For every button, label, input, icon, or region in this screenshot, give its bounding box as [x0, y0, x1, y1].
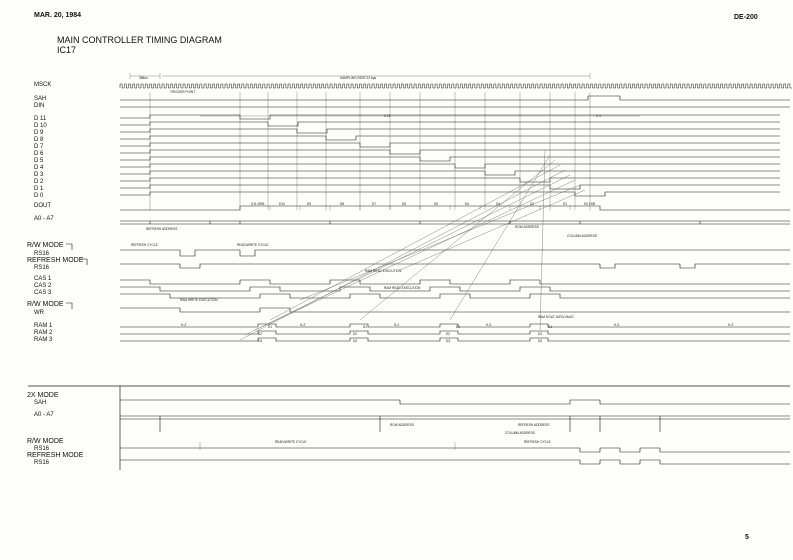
- waveform-cas2: [120, 287, 790, 291]
- waveform-d4: [120, 164, 780, 168]
- waveform-cas1: [120, 280, 790, 284]
- annotation-2x-refresh-address: REFRESH ADDRESS: [518, 423, 550, 427]
- timing-cross-link: [400, 190, 585, 270]
- section2-cycle-markers: [200, 442, 455, 450]
- signal-label-d10: D 10: [34, 123, 47, 129]
- annotation-2x-column-address: COLUMN ADDRESS: [505, 431, 535, 435]
- annotation-refresh-address: REFRESH ADDRESS: [146, 227, 178, 231]
- signal-label-rs16-b: RS16: [34, 265, 50, 271]
- ram-mark-d2-a: D2: [258, 332, 263, 336]
- dout-bit-d3: D3: [496, 202, 501, 206]
- timing-cross-link: [450, 155, 550, 320]
- waveform-d11: [120, 115, 780, 119]
- dout-bit-d5: D5: [434, 202, 439, 206]
- waveform-d1: [120, 185, 780, 189]
- signal-label-2x-rs16-b: RS16: [34, 460, 50, 466]
- annotation-x4: X 4: [596, 114, 601, 118]
- dout-bit-d8: D8: [340, 202, 345, 206]
- signal-label-rs16-a: RS16: [34, 251, 50, 257]
- timing-cross-link: [255, 180, 575, 330]
- signal-label-ram1: RAM 1: [34, 323, 53, 329]
- timing-cross-link: [540, 150, 545, 330]
- signal-label-ram2: RAM 2: [34, 330, 53, 336]
- diagram-subtitle: IC17: [57, 45, 77, 55]
- annotation-2x-row-address: ROW ADDRESS: [390, 423, 414, 427]
- waveform-ram2: [120, 331, 790, 334]
- annotation-trigger-point: TRIGGER POINT: [170, 90, 196, 94]
- annotation-ram-write-execution: RAM WRITE EXECUTION: [180, 298, 218, 302]
- signal-label-2x-sah: SAH: [34, 400, 47, 406]
- waveform-d10: [120, 122, 780, 126]
- waveform-2x-refresh-mode: [120, 460, 790, 464]
- timing-cross-link: [245, 175, 570, 335]
- page-number: 5: [745, 534, 749, 541]
- ram-mark-d1-c: D1: [456, 325, 461, 329]
- signal-label-d3: D 3: [34, 172, 44, 178]
- dout-bit-d0: D0 LSB: [584, 202, 595, 206]
- ram-mark-d3-b: D3: [353, 339, 358, 343]
- waveform-wr: [120, 308, 790, 312]
- annotation-hi-z-1: H-Z: [181, 323, 187, 327]
- waveform-d5: [120, 157, 780, 161]
- signal-label-d6: D 6: [34, 151, 44, 157]
- dout-bit-d4: D4: [465, 202, 470, 206]
- dout-bit-d11: D11 MSB: [251, 202, 265, 206]
- signal-label-din: DIN: [34, 103, 45, 109]
- signal-label-a0a7: A0 - A7: [34, 216, 54, 222]
- diagram-title: MAIN CONTROLLER TIMING DIAGRAM: [57, 35, 222, 45]
- signal-label-d9: D 9: [34, 130, 44, 136]
- signal-label-rw-mode-wr: R/W MODE: [27, 301, 64, 308]
- waveform-msck: [120, 84, 792, 88]
- waveform-a0a7: [120, 221, 790, 224]
- annotation-hi-z-2: H-Z: [300, 323, 306, 327]
- waveform-d9: [120, 129, 780, 133]
- waveform-d0: [120, 192, 780, 196]
- signal-label-wr: WR: [34, 310, 44, 316]
- header-model: DE-200: [734, 14, 758, 21]
- waveform-ram3: [120, 338, 790, 341]
- waveform-cas3: [120, 294, 790, 298]
- signal-label-rw-mode: R/W MODE: [27, 242, 64, 249]
- annotation-2x-refresh-cycle: REFRESH CYCLE: [524, 440, 551, 444]
- ram-mark-d1-b: D1: [363, 325, 368, 329]
- annotation-ram-read-execution: RAM READ EXECUTION: [365, 269, 402, 273]
- signal-label-d2: D 2: [34, 179, 44, 185]
- annotation-ram-dout-data-valid: RAM DOUT DATA VALID: [538, 315, 574, 319]
- header-date: MAR. 20, 1984: [34, 12, 82, 19]
- signal-label-d11: D 11: [34, 116, 47, 122]
- signal-label-sah: SAH: [34, 96, 47, 102]
- signal-label-d0: D 0: [34, 193, 44, 199]
- signal-label-cas2: CAS 2: [34, 283, 52, 289]
- signal-label-d5: D 5: [34, 158, 44, 164]
- mode-label-brackets: [66, 244, 87, 309]
- waveform-d3: [120, 171, 780, 175]
- signal-label-2x-rw-mode: R/W MODE: [27, 438, 64, 445]
- dout-bit-d9: D9: [307, 202, 312, 206]
- waveform-2x-sah: [120, 400, 790, 404]
- dout-bit-d6: D6: [402, 202, 407, 206]
- signal-label-cas3: CAS 3: [34, 290, 52, 296]
- waveform-rw-mode: [120, 250, 790, 256]
- annotation-read-write-cycle: READ/WRITE CYCLE: [237, 243, 269, 247]
- signal-label-cas1: CAS 1: [34, 276, 52, 282]
- annotation-x12: X 12: [384, 114, 391, 118]
- timing-cross-link: [270, 165, 560, 320]
- dout-bit-d10: D10: [279, 202, 285, 206]
- annotation-sampling-rate: SAMPLING RATE 22.6μs: [340, 76, 377, 80]
- ram-mark-d1-d: D1: [548, 325, 553, 329]
- signal-label-2x-mode: 2X MODE: [27, 392, 59, 399]
- waveform-ram1: [120, 324, 790, 327]
- annotation-hi-z-4: H-Z: [486, 323, 492, 327]
- signal-label-d1: D 1: [34, 186, 44, 192]
- ram-mark-d3-a: D3: [258, 339, 263, 343]
- waveform-refresh-mode: [120, 264, 790, 268]
- timing-cross-link: [240, 170, 568, 340]
- signal-label-ram3: RAM 3: [34, 337, 53, 343]
- annotation-ram-read-execution-2: RAM READ EXECUTION: [384, 286, 421, 290]
- ram-mark-d2-c: D2: [446, 332, 451, 336]
- dout-bit-d2: D2: [530, 202, 535, 206]
- signal-label-d7: D 7: [34, 144, 44, 150]
- waveform-d6: [120, 150, 780, 154]
- annotation-column-address: COLUMN ADDRESS: [567, 234, 597, 238]
- signal-label-d8: D 8: [34, 137, 44, 143]
- annotation-row-address: ROW ADDRESS: [515, 225, 539, 229]
- signal-label-d4: D 4: [34, 165, 44, 171]
- signal-label-2x-refresh-mode: REFRESH MODE: [27, 452, 84, 459]
- annotation-2x-read-write-cycle: READ/WRITE CYCLE: [275, 440, 307, 444]
- signal-label-refresh-mode: REFRESH MODE: [27, 257, 84, 264]
- signal-label-2x-a0a7: A0 - A7: [34, 412, 54, 418]
- ram-mark-d2-b: D2: [353, 332, 358, 336]
- signal-label-dout: DOUT: [34, 203, 51, 209]
- dout-bit-d1: D1: [563, 202, 568, 206]
- ram-mark-d3-c: D3: [446, 339, 451, 343]
- waveform-d2: [120, 178, 780, 182]
- timing-cross-link: [360, 160, 555, 320]
- signal-label-msck: MSCK: [34, 82, 52, 88]
- ram-mark-d3-d: D3: [538, 339, 543, 343]
- annotation-hi-z-5: H-Z: [614, 323, 620, 327]
- dout-bit-d7: D7: [372, 202, 377, 206]
- signal-label-2x-rs16-a: RS16: [34, 446, 50, 452]
- waveform-d7: [120, 143, 780, 147]
- annotation-hi-z-6: H-Z: [728, 323, 734, 327]
- ram-mark-d2-d: D2: [538, 332, 543, 336]
- waveform-2x-a0a7: [120, 416, 790, 432]
- ram-mark-d1-a: D1: [268, 325, 273, 329]
- section-2x-frame: [28, 386, 790, 470]
- waveform-d8: [120, 136, 780, 140]
- annotation-refresh-cycle: REFRESH CYCLE: [131, 243, 158, 247]
- annotation-368ns: 368ns: [139, 76, 148, 80]
- annotation-hi-z-3: H-Z: [394, 323, 400, 327]
